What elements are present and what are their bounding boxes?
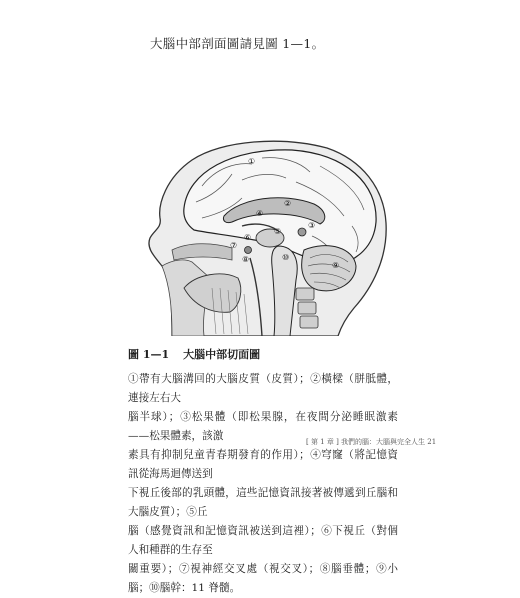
label-8: ⑧: [242, 255, 250, 264]
label-1: ①: [248, 157, 256, 166]
pituitary: [245, 247, 252, 254]
figure-title: 大腦中部切面圖: [183, 348, 261, 361]
label-6: ⑥: [244, 233, 252, 242]
body-line: 腦半球）；③松果體（即松果腺，在夜間分泌睡眠激素——松果體素，該激: [128, 411, 398, 442]
pineal-gland: [298, 228, 306, 236]
running-footer: [ 第 1 章 ] 我們的腦：大腦與完全人生 21: [306, 438, 437, 446]
body-line: 下視丘後部的乳頭體，這些記憶資訊接著被傳遞到丘腦和大腦皮質）；⑤丘: [128, 487, 398, 518]
label-10: ⑩: [282, 253, 290, 262]
body-line: ①帶有大腦溝回的大腦皮質（皮質）；②橫樑（胼胝體，連接左右大: [128, 373, 398, 404]
intro-paragraph: 大腦中部剖面圖請見圖 1—1。: [150, 36, 325, 51]
body-line: 素具有抑制兒童青春期發育的作用）；④穹窿（將記憶資訊從海馬迴傳送到: [128, 449, 398, 480]
body-line: 關重要）；⑦視神經交叉處（視交叉）；⑧腦垂體；⑨小腦；⑩腦幹：11 脊髓。: [128, 563, 398, 594]
label-5: ⑤: [274, 227, 282, 236]
label-3: ③: [308, 221, 316, 230]
brain-sagittal-illustration: [132, 138, 394, 336]
body-line: 腦（感覺資訊和記憶資訊被送到這裡）；⑥下視丘（對個人和種群的生存至: [128, 525, 398, 556]
body-paragraph: [128, 370, 398, 598]
figure-number: 圖 1—1: [128, 348, 170, 361]
label-9: ⑨: [332, 261, 340, 270]
figure-caption: [128, 346, 260, 362]
label-7: ⑦: [230, 241, 238, 250]
label-2: ②: [284, 199, 292, 208]
label-4: ④: [256, 209, 264, 218]
